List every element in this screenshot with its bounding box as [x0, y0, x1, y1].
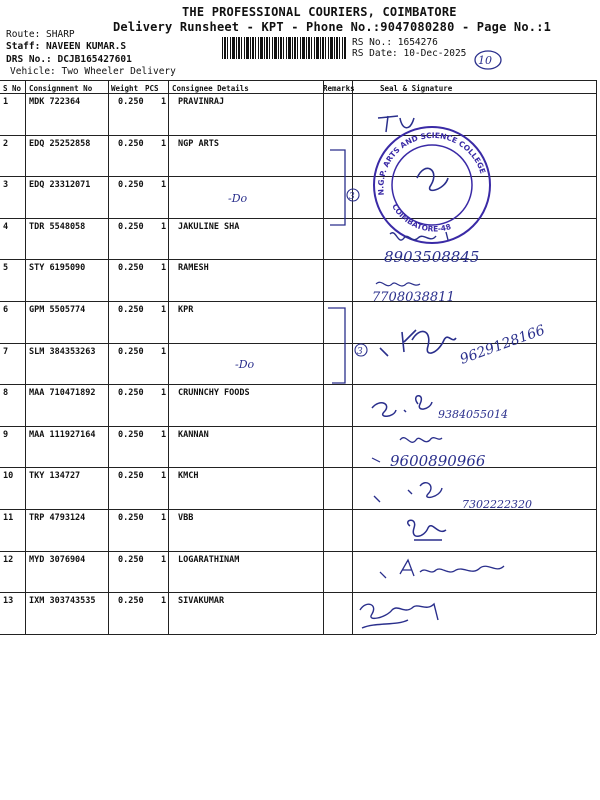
row-pieces: 1 [161, 430, 167, 440]
row-consignee: SIVAKUMAR [178, 596, 225, 606]
col-header-remarks: Remarks [323, 84, 355, 93]
row-weight: 0.250 [118, 388, 144, 398]
row-serial-number: 12 [3, 555, 14, 565]
row-weight: 0.250 [118, 596, 144, 606]
row-consignment-number: STY 6195090 [29, 263, 86, 273]
stamp-text-top: N.G.P. ARTS AND SCIENCE COLLEGE [376, 130, 488, 196]
row-consignment-number: MYD 3076904 [29, 555, 86, 565]
signature-row-12 [380, 560, 504, 578]
row-serial-number: 3 [3, 180, 9, 190]
col-header-seal: Seal & Signature [380, 84, 453, 93]
drs-label: DRS No.: DCJB165427601 [6, 54, 132, 65]
row-serial-number: 13 [3, 596, 14, 606]
rs-date-label: RS Date: 10-Dec-2025 [352, 48, 467, 59]
row-consignment-number: SLM 384353263 [29, 347, 96, 357]
phone-row-7: 9629128166 [457, 322, 548, 368]
row-weight: 0.250 [118, 430, 144, 440]
row-pieces: 1 [161, 222, 167, 232]
row-weight: 0.250 [118, 180, 144, 190]
group-mark-1: 3 [349, 192, 355, 202]
phone-row-4: 8903508845 [384, 248, 480, 266]
row-pieces: 1 [161, 305, 167, 315]
row-serial-number: 6 [3, 305, 9, 315]
row-weight: 0.250 [118, 305, 144, 315]
row-consignment-number: MDK 722364 [29, 97, 81, 107]
ditto-row-3: -Do [228, 192, 248, 205]
company-title: THE PROFESSIONAL COURIERS, COIMBATORE [182, 5, 457, 19]
rs-no-label: RS No.: 1654276 [352, 37, 438, 48]
row-consignment-number: EDQ 25252858 [29, 139, 91, 149]
row-weight: 0.250 [118, 471, 144, 481]
route-label: Route: SHARP [6, 29, 75, 40]
row-weight: 0.250 [118, 513, 144, 523]
col-header-sno: S No [3, 84, 22, 93]
row-consignee: LOGARATHINAM [178, 555, 240, 565]
row-pieces: 1 [161, 596, 167, 606]
phone-row-5: 7708038811 [372, 290, 455, 305]
row-pieces: 1 [161, 139, 167, 149]
row-serial-number: 9 [3, 430, 9, 440]
col-header-consignment: Consignment No [29, 84, 93, 93]
col-header-pcs: PCS [145, 84, 159, 93]
row-serial-number: 7 [3, 347, 9, 357]
signature-row-5 [376, 282, 420, 286]
col-header-consignee: Consignee Details [172, 84, 249, 93]
row-weight: 0.250 [118, 347, 144, 357]
phone-row-8: 9384055014 [438, 408, 508, 421]
row-pieces: 1 [161, 555, 167, 565]
row-consignee: NGP ARTS [178, 139, 219, 149]
stamp-text-bottom: COIMBATORE-48 [390, 202, 453, 234]
row-consignment-number: TRP 4793124 [29, 513, 86, 523]
signature-row-1 [378, 116, 414, 132]
row-weight: 0.250 [118, 555, 144, 565]
signature-row-7 [380, 330, 456, 356]
row-serial-number: 4 [3, 222, 9, 232]
group-mark-2: 3 [357, 347, 363, 357]
row-consignee: CRUNNCHY FOODS [178, 388, 250, 398]
circled-count: 10 [478, 54, 492, 67]
group-bracket-2 [328, 308, 345, 383]
row-weight: 0.250 [118, 139, 144, 149]
row-consignment-number: TDR 5548058 [29, 222, 86, 232]
row-consignee: PRAVINRAJ [178, 97, 225, 107]
signature-row-11 [408, 520, 446, 540]
row-pieces: 1 [161, 388, 167, 398]
row-consignee: RAMESH [178, 263, 209, 273]
row-serial-number: 11 [3, 513, 14, 523]
row-weight: 0.250 [118, 97, 144, 107]
signature-row-10 [374, 483, 442, 502]
row-weight: 0.250 [118, 222, 144, 232]
signature-row-8 [372, 396, 432, 417]
row-pieces: 1 [161, 97, 167, 107]
row-serial-number: 2 [3, 139, 9, 149]
row-pieces: 1 [161, 471, 167, 481]
phone-row-10: 7302222320 [462, 498, 532, 511]
row-serial-number: 10 [3, 471, 14, 481]
ditto-row-7: -Do [235, 358, 255, 371]
staff-label: Staff: NAVEEN KUMAR.S [6, 41, 127, 52]
row-serial-number: 8 [3, 388, 9, 398]
row-weight: 0.250 [118, 263, 144, 273]
row-consignee: KANNAN [178, 430, 209, 440]
row-consignee: KMCH [178, 471, 199, 481]
signature-row-13 [360, 604, 438, 628]
row-pieces: 1 [161, 513, 167, 523]
row-pieces: 1 [161, 347, 167, 357]
row-consignment-number: EDQ 23312071 [29, 180, 91, 190]
college-stamp [374, 127, 490, 243]
row-serial-number: 1 [3, 97, 9, 107]
signature-row-9 [400, 438, 442, 443]
row-consignment-number: IXM 303743535 [29, 596, 96, 606]
row-consignment-number: MAA 111927164 [29, 430, 96, 440]
phone-row-9: 9600890966 [390, 452, 486, 470]
row-consignment-number: GPM 5505774 [29, 305, 86, 315]
row-consignee: JAKULINE SHA [178, 222, 240, 232]
vehicle-label: Vehicle: Two Wheeler Delivery [10, 66, 176, 77]
row-serial-number: 5 [3, 263, 9, 273]
col-header-weight: Weight [111, 84, 139, 93]
row-consignment-number: TKY 134727 [29, 471, 81, 481]
row-consignment-number: MAA 710471892 [29, 388, 96, 398]
group-bracket-1 [330, 150, 345, 225]
row-pieces: 1 [161, 263, 167, 273]
runsheet-subtitle: Delivery Runsheet - KPT - Phone No.:9047080280 - Page No.:1 [113, 20, 552, 34]
row-consignee: KPR [178, 305, 194, 315]
row-pieces: 1 [161, 180, 167, 190]
row-consignee: VBB [178, 513, 194, 523]
